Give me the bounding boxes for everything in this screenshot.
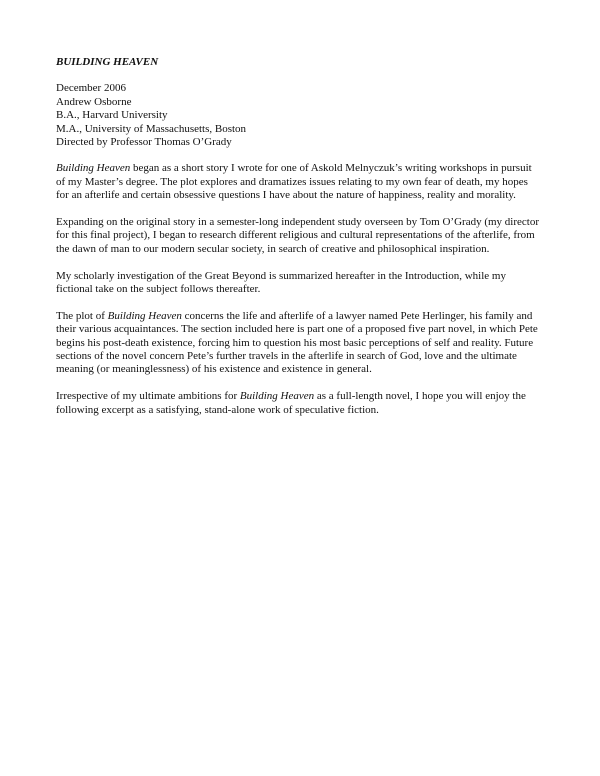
document-page [56, 56, 540, 430]
paragraph-4 [56, 310, 540, 377]
meta-author: Andrew Osborne [56, 95, 132, 108]
document-meta [56, 82, 540, 149]
paragraph-2: Expanding on the original story in a semester-long independent study overseen by Tom O’Grady (my director for this final project), I began to research different religious and cultural representations of the afterlife, from the dawn of man to our modern secular society, in search of creative and philosophical inspiration. [56, 216, 539, 255]
meta-ba-degree: B.A., Harvard University [56, 109, 168, 122]
paragraph-1-text: began as a short story I wrote for one of Askold Melnyczuk’s writing workshops in pursuit of my Master’s degree. The plot explores and dramatizes issues relating to my own fear of death, my hopes for an afterlife and certain obsessive questions I have about the nature of happiness, reality and morality. [56, 162, 532, 202]
paragraph-3: My scholarly investigation of the Great Beyond is summarized hereafter in the Introduction, while my fictional take on the subject follows thereafter. [56, 269, 506, 296]
meta-director: Directed by Professor Thomas O’Grady [56, 136, 232, 149]
meta-ma-degree: M.A., University of Massachusetts, Boston [56, 122, 247, 135]
paragraph-4-before: The plot of [56, 309, 108, 322]
document-title: BUILDING HEAVEN [56, 56, 159, 68]
paragraph-5-after: as a full-length novel, I hope you will enjoy the following excerpt as a satisfying, stand-alone work of speculative fiction. [56, 390, 526, 416]
paragraph-1-italic: Building Heaven [56, 162, 131, 175]
paragraph-1 [56, 162, 540, 202]
paragraph-5 [56, 390, 540, 417]
paragraph-5-before: Irrespective of my ultimate ambitions for [56, 390, 240, 403]
paragraph-4-italic: Building Heaven [107, 309, 182, 322]
meta-date: December 2006 [56, 82, 126, 95]
paragraph-4-after: concerns the life and afterlife of a lawyer named Pete Herlinger, his family and their various acquaintances. The section included here is part one of a proposed five part novel, in which Pete begins his post-death existence, forcing him to question his most basic perceptions of self and reality. Future sections of the novel concern Pete’s further travels in the afterlife in search of God, love and the ultimate meaning (or meaninglessness) of his existence and existence in general. [56, 309, 538, 376]
paragraph-5-italic: Building Heaven [239, 390, 315, 403]
